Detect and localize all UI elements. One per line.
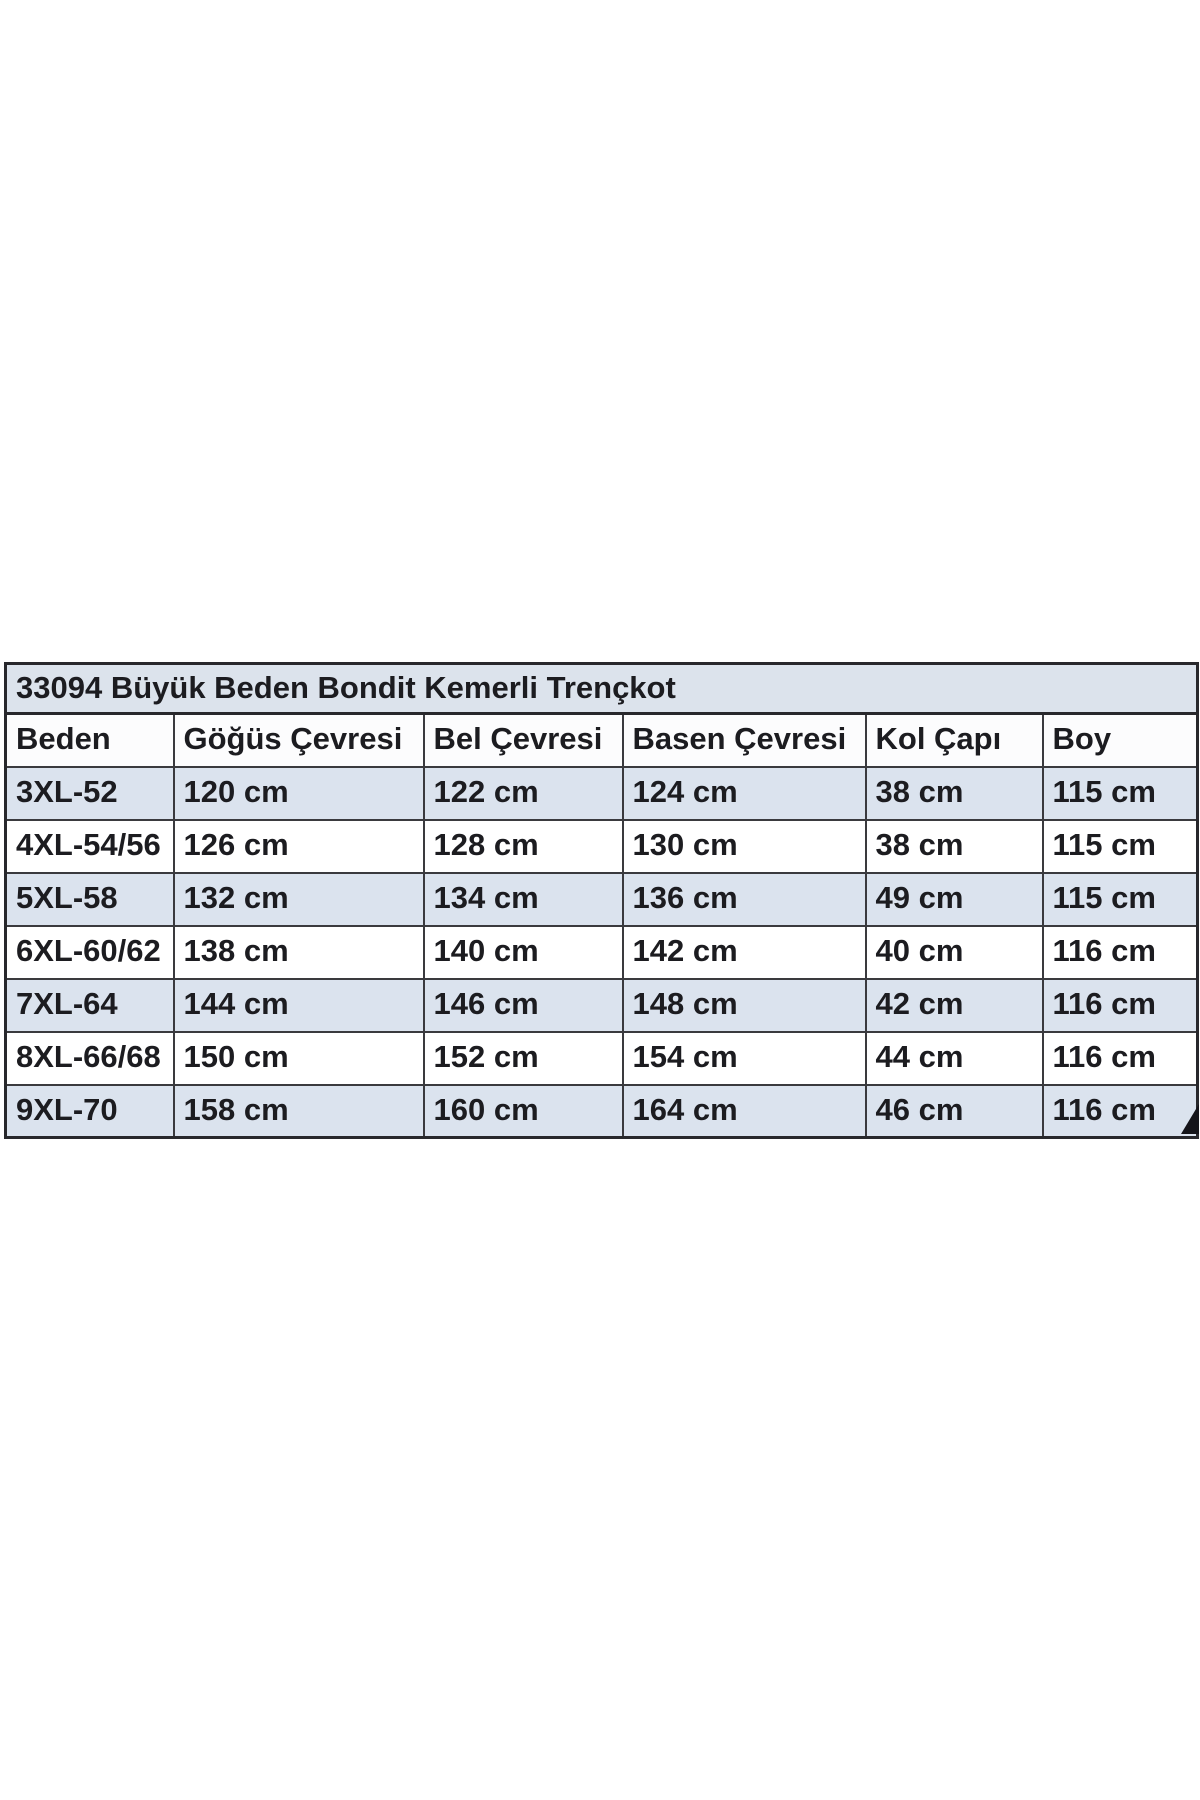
- table-cell: 49 cm: [866, 873, 1043, 926]
- table-row: [6, 1085, 1198, 1138]
- table-cell: 8XL-66/68: [6, 1032, 174, 1085]
- table-cell: 134 cm: [424, 873, 623, 926]
- table-cell: 142 cm: [623, 926, 866, 979]
- table-cell: 146 cm: [424, 979, 623, 1032]
- table-cell: 115 cm: [1043, 873, 1198, 926]
- table-row: [6, 1032, 1198, 1085]
- table-cell: 138 cm: [174, 926, 424, 979]
- table-cell: 40 cm: [866, 926, 1043, 979]
- table-cell: 144 cm: [174, 979, 424, 1032]
- table-cell: 115 cm: [1043, 767, 1198, 820]
- header-cell-kol-capi: Kol Çapı: [866, 714, 1043, 767]
- table-cell: 4XL-54/56: [6, 820, 174, 873]
- table-header-row: [6, 714, 1198, 767]
- table-cell: 5XL-58: [6, 873, 174, 926]
- table-cell: 120 cm: [174, 767, 424, 820]
- table-cell: 6XL-60/62: [6, 926, 174, 979]
- table-cell: 42 cm: [866, 979, 1043, 1032]
- table-cell: 116 cm: [1043, 979, 1198, 1032]
- table-cell: 150 cm: [174, 1032, 424, 1085]
- table-cell: 124 cm: [623, 767, 866, 820]
- header-cell-beden: Beden: [6, 714, 174, 767]
- table-cell: 38 cm: [866, 767, 1043, 820]
- table-cell: 44 cm: [866, 1032, 1043, 1085]
- table-cell: 9XL-70: [6, 1085, 174, 1138]
- header-cell-bel-cevresi: Bel Çevresi: [424, 714, 623, 767]
- table-cell: 130 cm: [623, 820, 866, 873]
- table-row: [6, 979, 1198, 1032]
- header-cell-boy: Boy: [1043, 714, 1198, 767]
- table-cell: 38 cm: [866, 820, 1043, 873]
- table-cell: 152 cm: [424, 1032, 623, 1085]
- table-cell: 126 cm: [174, 820, 424, 873]
- table-title-row: [6, 664, 1198, 714]
- table-cell: 115 cm: [1043, 820, 1198, 873]
- table-cell: 154 cm: [623, 1032, 866, 1085]
- table-cell: 158 cm: [174, 1085, 424, 1138]
- table-cell: 116 cm: [1043, 1032, 1198, 1085]
- cursor-artifact-icon: [1181, 1104, 1199, 1134]
- table-cell: 164 cm: [623, 1085, 866, 1138]
- table-row: [6, 820, 1198, 873]
- table-title: 33094 Büyük Beden Bondit Kemerli Trençkot: [6, 664, 1198, 714]
- header-cell-gogus-cevresi: Göğüs Çevresi: [174, 714, 424, 767]
- table-cell: 46 cm: [866, 1085, 1043, 1138]
- table-row: [6, 926, 1198, 979]
- header-cell-basen-cevresi: Basen Çevresi: [623, 714, 866, 767]
- table-cell: 148 cm: [623, 979, 866, 1032]
- table-cell: 116 cm: [1043, 926, 1198, 979]
- size-chart-table: [4, 662, 1199, 1139]
- table-cell: 7XL-64: [6, 979, 174, 1032]
- table-cell: 136 cm: [623, 873, 866, 926]
- table-cell: 116 cm: [1043, 1085, 1198, 1138]
- table-cell: 160 cm: [424, 1085, 623, 1138]
- table-cell: 140 cm: [424, 926, 623, 979]
- table-cell: 132 cm: [174, 873, 424, 926]
- table-cell: 3XL-52: [6, 767, 174, 820]
- table-row: [6, 873, 1198, 926]
- table-cell: 128 cm: [424, 820, 623, 873]
- table-cell: 122 cm: [424, 767, 623, 820]
- table-row: [6, 767, 1198, 820]
